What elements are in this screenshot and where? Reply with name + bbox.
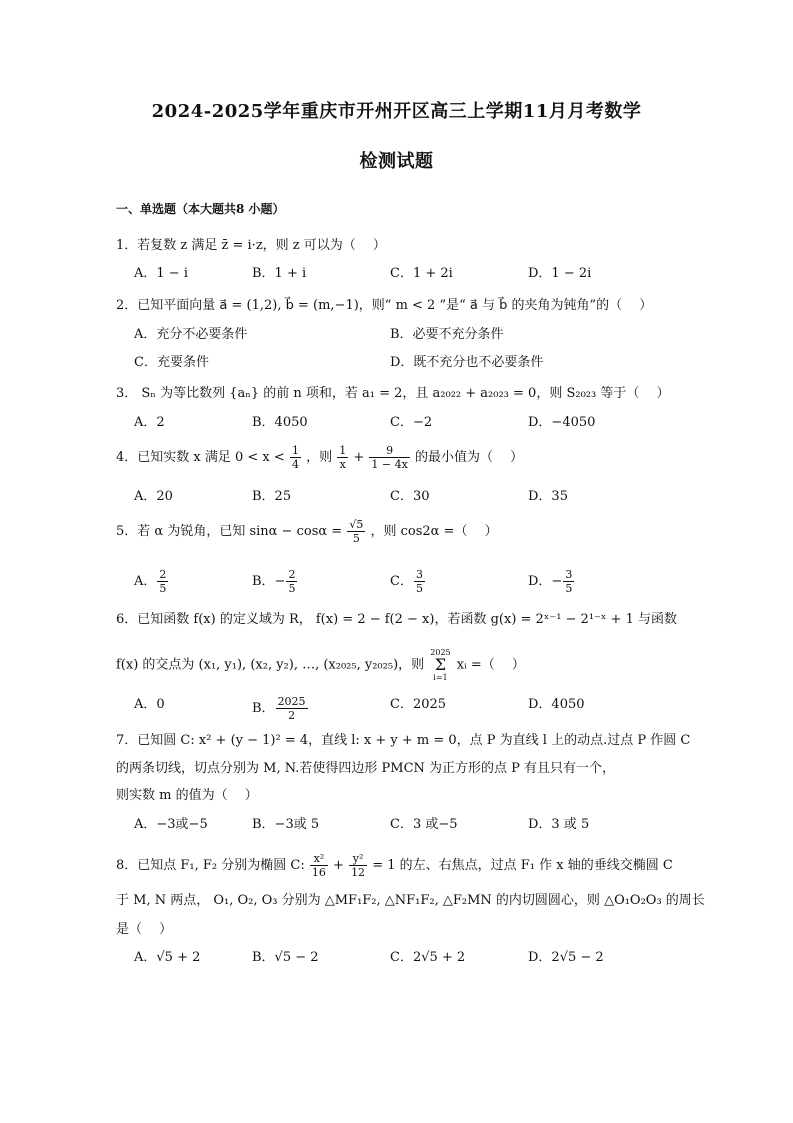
- q4-frac3-num: 9: [369, 444, 409, 458]
- q5-b-fraction: [286, 568, 297, 595]
- q4-text-b: ，则: [306, 450, 333, 465]
- q5-d-num: 3: [565, 568, 573, 581]
- q5-a-den: 5: [159, 582, 167, 595]
- q8-fraction-y: [349, 852, 367, 879]
- question-2-stem: 2．已知平面向量 a⃗ = (1,2), b⃗ = (m,−1)，则“ m < 2 ”是“ a⃗ 与 b⃗ 的夹角为钝角”的（ ）: [116, 298, 653, 313]
- q6-sum-lower: i=1: [433, 673, 448, 682]
- q4-frac1-den: 4: [291, 458, 299, 471]
- q5-a-num: 2: [159, 568, 167, 581]
- question-8-option-b: B．√5 − 2: [252, 950, 319, 965]
- q6-summation: [430, 648, 450, 682]
- q6-b-fraction: [276, 695, 308, 722]
- q4-text-c: 的最小值为（ ）: [414, 450, 524, 465]
- q5-b-label: B．−: [252, 574, 286, 589]
- question-6-stem-line1: 6．已知函数 f(x) 的定义域为 R， f(x) = 2 − f(2 − x)，若函数 g(x) = 2ˣ⁻¹ − 2¹⁻ˣ + 1 与函数: [116, 612, 677, 627]
- question-3-option-b: B．4050: [252, 415, 308, 430]
- q8-fracy-den: 12: [351, 866, 366, 879]
- question-4-option-b: B．25: [252, 489, 292, 504]
- q5-a-fraction: [157, 568, 168, 595]
- question-1-option-c: C．1 + 2i: [390, 266, 453, 281]
- q6-sigma-symbol: Σ: [434, 655, 447, 674]
- question-5-option-b: [252, 568, 298, 595]
- question-1-option-a: A．1 − i: [134, 266, 188, 281]
- question-6-option-d: D．4050: [528, 697, 585, 712]
- q5-c-label: C．: [390, 574, 413, 589]
- question-3-option-d: D．−4050: [528, 415, 596, 430]
- q5-d-label: D．−: [528, 574, 563, 589]
- question-6-option-a: A．0: [134, 697, 165, 712]
- q6-sum-upper: 2025: [430, 648, 451, 657]
- q4-frac1-num: 1: [291, 444, 299, 457]
- q8-fracx-num: x²: [310, 852, 328, 866]
- q8-fracx-den: 16: [311, 866, 326, 879]
- section-heading: 一、单选题（本大题共8 小题）: [116, 202, 285, 216]
- question-7-option-a: A．−3或−5: [134, 817, 208, 832]
- question-8-stem-line1: [116, 852, 673, 879]
- question-7-stem-line3: 则实数 m 的值为（ ）: [116, 788, 258, 803]
- q5-frac-den: 5: [352, 532, 360, 545]
- q5-frac-num: √5: [349, 518, 364, 531]
- question-3-stem: 3． Sₙ 为等比数列 {aₙ} 的前 n 项和，若 a₁ = 2，且 a₂₀₂₂ + a₂₀₂₃ = 0，则 S₂₀₂₃ 等于（ ）: [116, 386, 670, 401]
- question-7-stem-line2: 的两条切线，切点分别为 M, N.若使得四边形 PMCN 为正方形的点 P 有且只有一个，: [116, 761, 616, 776]
- question-6-option-c: C．2025: [390, 697, 447, 712]
- question-5-option-d: [528, 568, 575, 595]
- q5-c-fraction: [414, 568, 425, 595]
- q4-fraction-2: [337, 444, 348, 471]
- q6-b-num: 2025: [277, 695, 306, 708]
- q5-text-b: ，则 cos2α =（ ）: [370, 524, 498, 539]
- q6-text-b: xᵢ =（ ）: [456, 657, 525, 673]
- question-1-option-d: D．1 − 2i: [528, 266, 592, 281]
- q8-plus: +: [333, 858, 344, 873]
- q5-d-den: 5: [565, 582, 573, 595]
- q4-text-a: 4．已知实数 x 满足 0 < x <: [116, 450, 285, 465]
- question-3-option-a: A．2: [134, 415, 165, 430]
- question-7-option-b: B．−3或 5: [252, 817, 320, 832]
- question-1-stem: 1．若复数 z 满足 z̄ = i·z，则 z 可以为（ ）: [116, 238, 386, 253]
- q5-a-label: A．: [134, 574, 157, 589]
- q5-b-num: 2: [288, 568, 296, 581]
- question-6-stem-line2: [116, 648, 525, 682]
- exam-title-line1: 2024-2025学年重庆市开州开区高三上学期11月月考数学: [151, 101, 642, 122]
- question-2-option-a: A．充分不必要条件: [134, 327, 248, 342]
- question-4-stem: [116, 444, 523, 471]
- question-5-option-c: [390, 568, 426, 595]
- q5-c-den: 5: [415, 582, 423, 595]
- question-8-option-c: C．2√5 + 2: [390, 950, 466, 965]
- q8-fracy-num: y²: [349, 852, 367, 866]
- q6-b-label: B．: [252, 701, 275, 716]
- q4-frac2-den: x: [339, 458, 346, 471]
- q4-plus: +: [353, 450, 365, 465]
- question-8-stem-line2: 于 M, N 两点， O₁, O₂, O₃ 分别为 △MF₁F₂, △NF₁F₂, △F₂MN 的内切圆圆心，则 △O₁O₂O₃ 的周长: [116, 893, 705, 908]
- question-7-option-c: C．3 或−5: [390, 817, 458, 832]
- question-4-option-d: D．35: [528, 489, 568, 504]
- q5-b-den: 5: [288, 582, 296, 595]
- exam-title-line2: 检测试题: [359, 151, 434, 172]
- q8-fraction-x: [310, 852, 328, 879]
- question-4-option-c: C．30: [390, 489, 430, 504]
- q6-b-den: 2: [288, 709, 296, 722]
- q5-text-a: 5．若 α 为锐角，已知 sinα − cosα =: [116, 524, 343, 539]
- q8-text-b: = 1 的左、右焦点，过点 F₁ 作 x 轴的垂线交椭圆 C: [372, 858, 673, 873]
- question-3-option-c: C．−2: [390, 415, 433, 430]
- question-5-stem: [116, 518, 498, 545]
- q5-fraction: [347, 518, 365, 545]
- question-2-option-b: B．必要不充分条件: [390, 327, 504, 342]
- question-5-option-a: [134, 568, 169, 595]
- q5-d-fraction: [563, 568, 574, 595]
- q8-text-a: 8．已知点 F₁, F₂ 分别为椭圆 C:: [116, 858, 305, 873]
- question-8-stem-line3: 是（ ）: [116, 922, 173, 937]
- q4-fraction-1: [290, 444, 301, 471]
- question-7-stem-line1: 7．已知圆 C: x² + (y − 1)² = 4，直线 l: x + y + m = 0，点 P 为直线 l 上的动点.过点 P 作圆 C: [116, 733, 691, 748]
- q6-text-a: f(x) 的交点为 (x₁, y₁), (x₂, y₂), …, (x₂₀₂₅, y₂₀₂₅)，则: [116, 657, 425, 673]
- question-8-option-a: A．√5 + 2: [134, 950, 201, 965]
- question-4-option-a: A．20: [134, 489, 173, 504]
- q4-frac3-den: 1 − 4x: [371, 458, 408, 471]
- q4-frac2-num: 1: [339, 444, 347, 457]
- question-2-option-c: C．充要条件: [134, 355, 209, 370]
- question-1-option-b: B．1 + i: [252, 266, 307, 281]
- question-7-option-d: D．3 或 5: [528, 817, 590, 832]
- q5-c-num: 3: [415, 568, 423, 581]
- q4-fraction-3: [369, 444, 409, 471]
- question-8-option-d: D．2√5 − 2: [528, 950, 604, 965]
- question-2-option-d: D．既不充分也不必要条件: [390, 355, 544, 370]
- question-6-option-b: [252, 695, 309, 722]
